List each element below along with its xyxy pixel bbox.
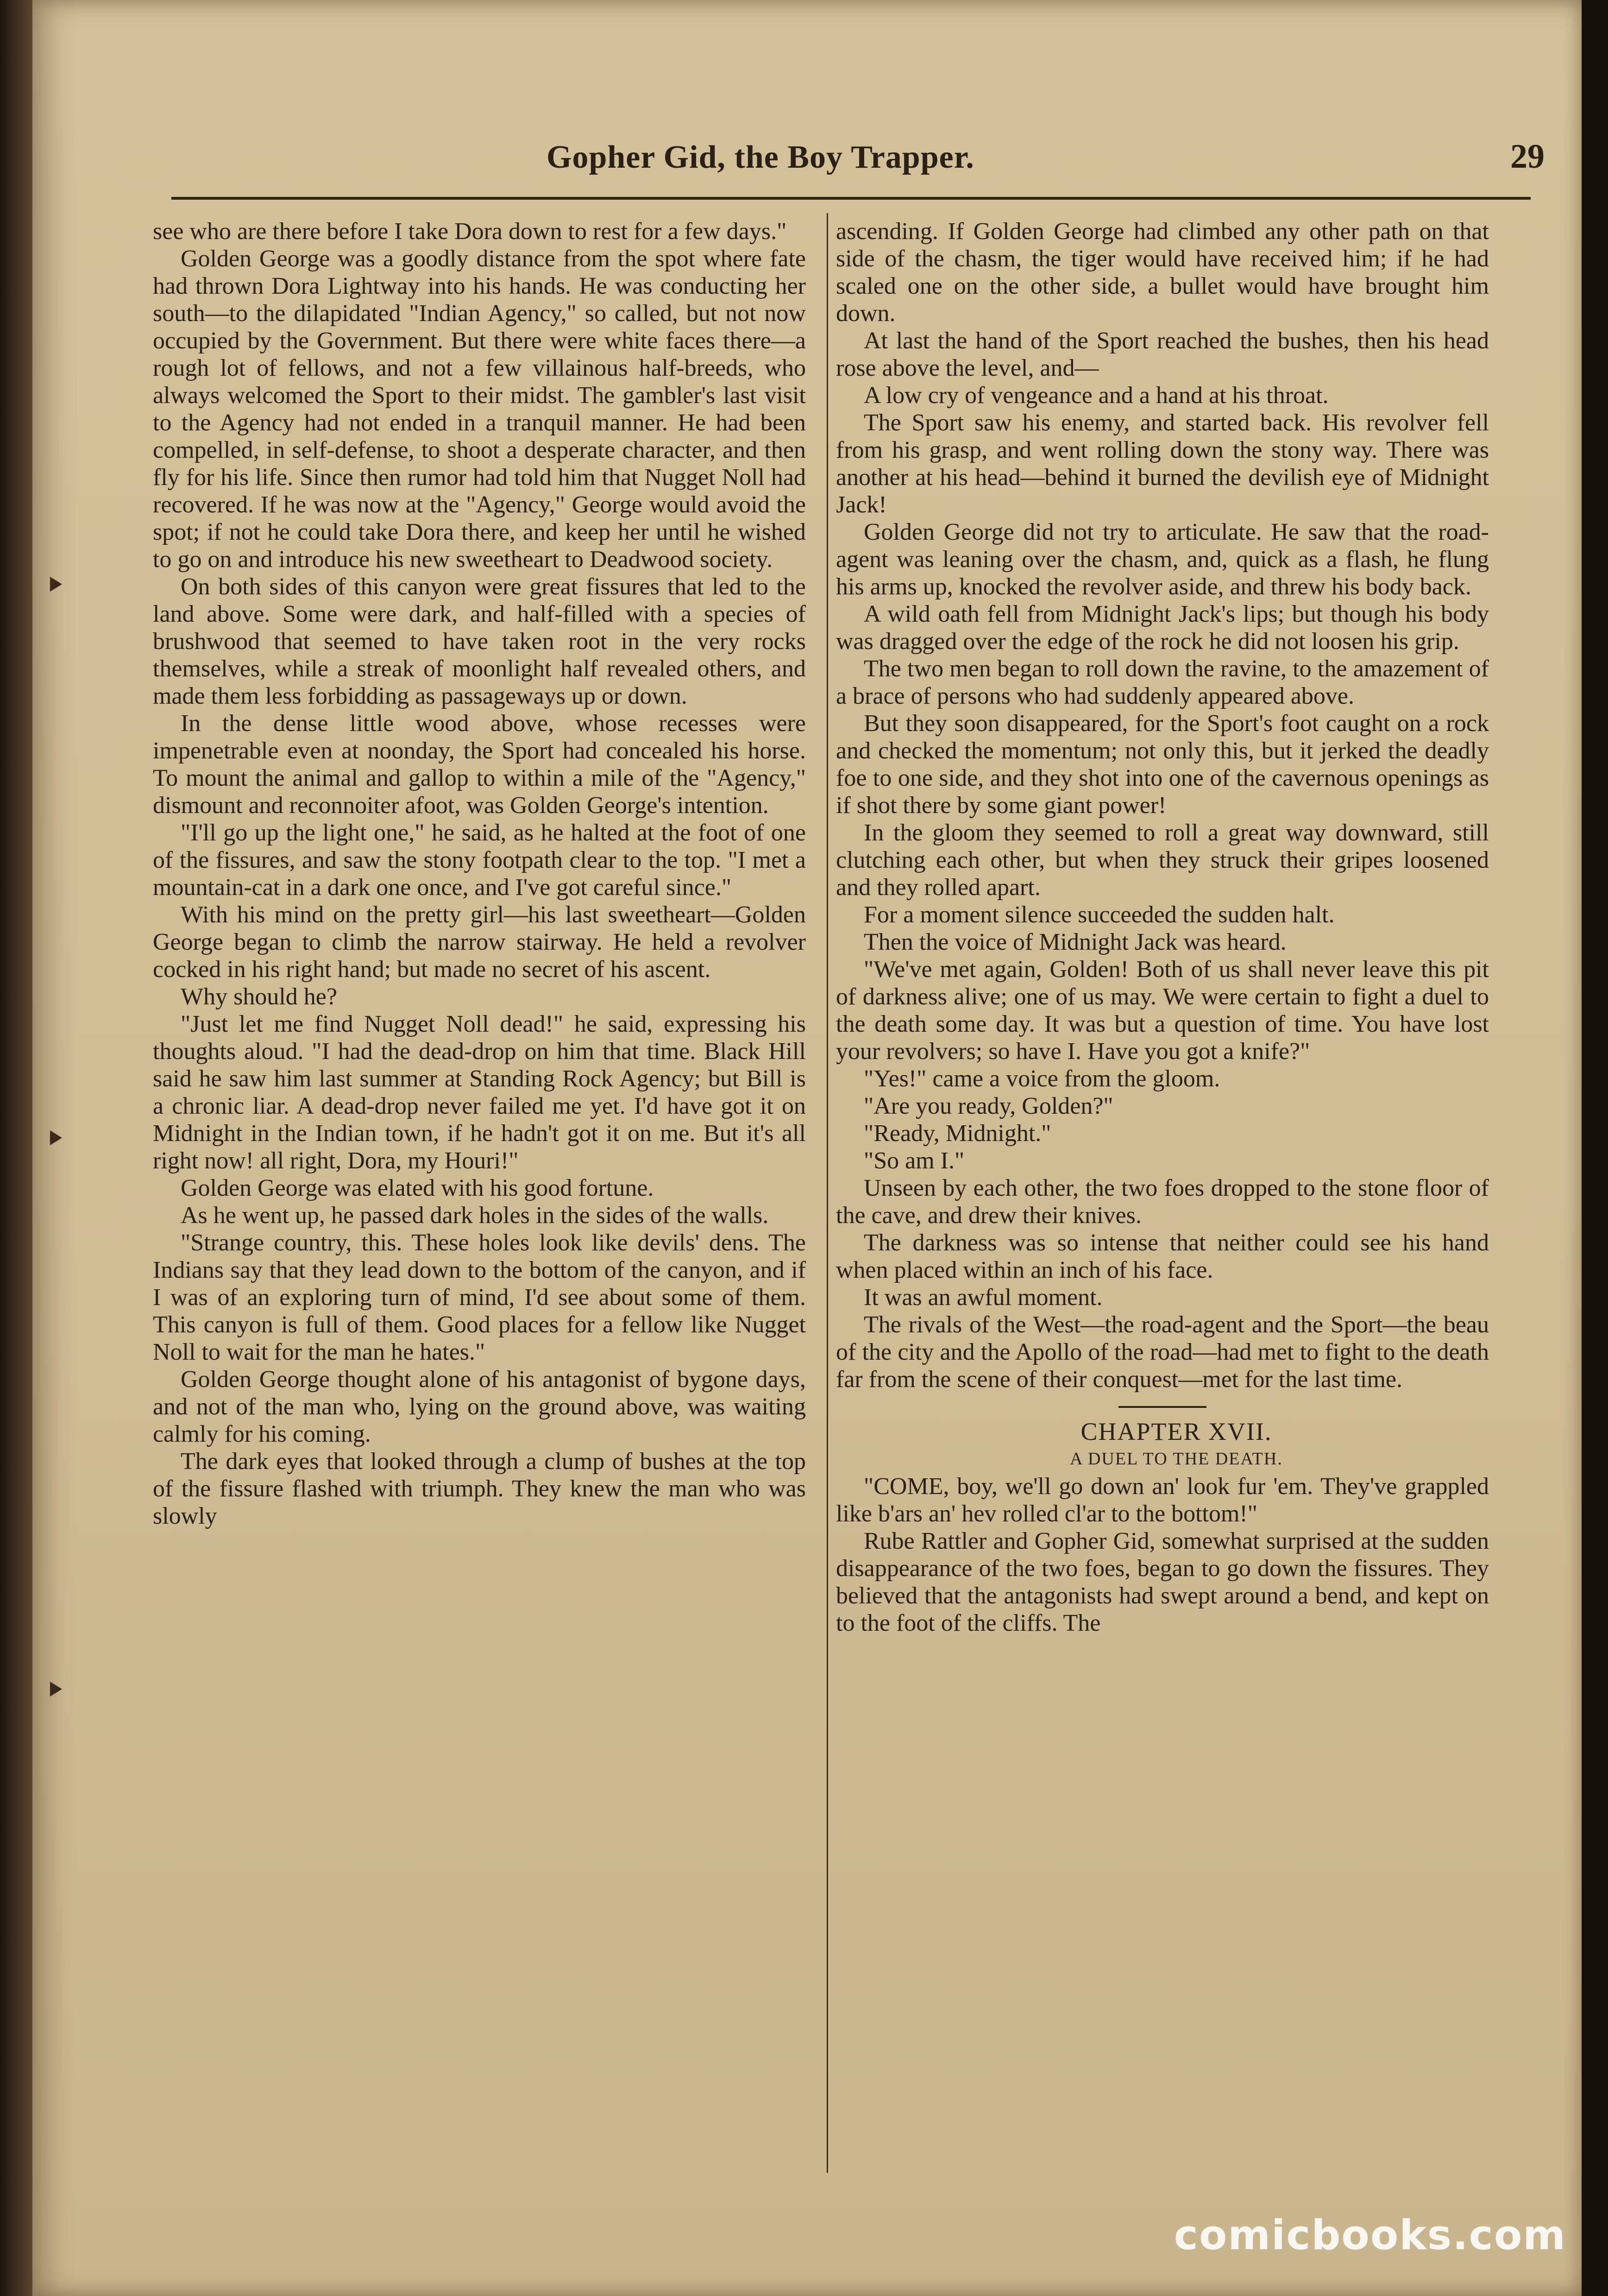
paragraph: Golden George was a goodly distance from the spot where fate had thrown Dora Lightway into his hands. He was conducting her south—to the dilapidated "Indian Agency," so called, but not now occupied by the Government. But there were white faces there—a rough lot of fellows, and not a few villainous half-breeds, who always welcomed the Sport to their midst. The gambler's last visit to the Agency had not ended in a tranquil manner. He had been compelled, in self-defense, to shoot a desperate character, and then fly for his life. Since then rumor had told him that Nugget Noll had recovered. If he was now at the "Agency," George would avoid the spot; if not he could take Dora there, and keep her until he wished to go on and introduce his new sweetheart to Deadwood society. [153,246,806,573]
paragraph: The rivals of the West—the road-agent and the Sport—the beau of the city and the Apollo of the road—had met to fight to the death far from the scene of their conquest—met for the last time. [836,1312,1489,1393]
site-watermark: comicbooks.com [1174,2211,1566,2259]
paragraph: "We've met again, Golden! Both of us shall never leave this pit of darkness alive; one of us may. We were certain to fight a duel to the death some day. It was but a question of time. You have lost your revolvers; so have I. Have you got a knife?" [836,956,1489,1065]
paragraph: "Ready, Midnight." [864,1120,1051,1147]
paragraph: "So am I." [864,1148,965,1174]
paragraph: On both sides of this canyon were great fissures that led to the land above. Some were dark, and half-filled with a species of brushwood that seemed to have taken root in the very rocks themselves, while a streak of moonlight half revealed others, and made them less forbidding as passageways up or down. [153,574,806,709]
binding-staple-mark [50,577,62,592]
paragraph: The dark eyes that looked through a clump of bushes at the top of the fissure flashed with triumph. They knew the man who was slowly [153,1448,806,1529]
paragraph: In the dense little wood above, whose recesses were impenetrable even at noonday, the Sport had concealed his horse. To mount the animal and gallop to within a mile of the "Agency," dismount and reconnoiter afoot, was Golden George's intention. [153,710,806,819]
binding-spine [0,0,32,2296]
paragraph: Rube Rattler and Gopher Gid, somewhat surprised at the sudden disappearance of the two foes, began to go down the fissures. They believed that the antagonists had swept around a bend, and kept on to the foot of the cliffs. The [836,1528,1489,1636]
paragraph: At last the hand of the Sport reached the bushes, then his head rose above the level, and— [836,328,1489,381]
column-divider [827,213,828,2173]
chapter-rule [1118,1406,1206,1408]
paragraph: see who are there before I take Dora down to rest for a few days." [153,218,787,245]
paragraph: "Just let me find Nugget Noll dead!" he said, expressing his thoughts aloud. "I had the dead-drop on him that time. Black Hill said he saw him last summer at Standing Rock Agency; but Bill is a chronic liar. A dead-drop never failed me yet. I'd have got it on Midnight in the Indian town, if he hadn't got it on me. But it's all right now! all right, Dora, my Houri!" [153,1011,806,1174]
paragraph: For a moment silence succeeded the sudden halt. [864,902,1335,928]
right-column [836,218,1489,1637]
paragraph: Golden George did not try to articulate. He saw that the road-agent was leaning over the chasm, and, quick as a flash, he flung his arms up, knocked the revolver aside, and threw his body back. [836,519,1489,600]
paragraph: The two men began to roll down the ravine, to the amazement of a brace of persons who had suddenly appeared above. [836,656,1489,709]
paragraph: "Are you ready, Golden?" [864,1093,1113,1119]
paragraph: ascending. If Golden George had climbed any other path on that side of the chasm, the tiger would have received him; if he had scaled one on the other side, a bullet would have brought him down. [836,218,1489,327]
paragraph: But they soon disappeared, for the Sport's foot caught on a rock and checked the momentum; not only this, but it jerked the deadly foe to one side, and they shot into one of the cavernous openings as if shot there by some giant power! [836,710,1489,819]
paragraph: In the gloom they seemed to roll a great way downward, still clutching each other, but when they struck their gripes loosened and they rolled apart. [836,820,1489,901]
paragraph: As he went up, he passed dark holes in the sides of the walls. [181,1202,769,1229]
paragraph: A low cry of vengeance and a hand at his throat. [864,382,1329,409]
chapter-title: CHAPTER XVII. [1080,1418,1272,1445]
page-number: 29 [1510,138,1545,176]
paragraph: "COME, boy, we'll go down an' look fur 'em. They've grappled like b'ars an' hev rolled cl'ar to the bottom!" [836,1473,1489,1527]
binding-staple-mark [50,1130,62,1145]
paragraph: Why should he? [181,984,337,1010]
paragraph: Golden George was elated with his good fortune. [181,1175,654,1201]
paragraph: "Strange country, this. These holes look like devils' dens. The Indians say that they lead down to the bottom of the canyon, and if I was of an exploring turn of mind, I'd see about some of them. This canyon is full of them. Good places for a fellow like Nugget Noll to wait for the man he hates." [153,1230,806,1365]
chapter-subtitle: A DUEL TO THE DEATH. [1070,1449,1283,1469]
header-rule [171,197,1531,200]
paragraph: The Sport saw his enemy, and started back. His revolver fell from his grasp, and went rolling down the stony way. There was another at his head—behind it burned the devilish eye of Midnight Jack! [836,410,1489,518]
book-page [32,0,1582,2296]
paragraph: Golden George thought alone of his antagonist of bygone days, and not of the man who, lying on the ground above, was waiting calmly for his coming. [153,1366,806,1447]
paragraph: With his mind on the pretty girl—his last sweetheart—Golden George began to climb the narrow stairway. He held a revolver cocked in his right hand; but made no secret of his ascent. [153,902,806,983]
running-title: Gopher Gid, the Boy Trapper. [546,139,974,175]
paragraph: "Yes!" came a voice from the gloom. [864,1066,1220,1092]
paragraph: Unseen by each other, the two foes dropped to the stone floor of the cave, and drew their knives. [836,1175,1489,1229]
paragraph: A wild oath fell from Midnight Jack's lips; but though his body was dragged over the edge of the rock he did not loosen his grip. [836,601,1489,655]
left-column [153,218,806,1530]
paragraph: It was an awful moment. [864,1284,1103,1311]
paragraph: Then the voice of Midnight Jack was heard. [864,929,1287,955]
binding-staple-mark [50,1682,62,1697]
paragraph: The darkness was so intense that neither could see his hand when placed within an inch of his face. [836,1230,1489,1283]
paragraph: "I'll go up the light one," he said, as he halted at the foot of one of the fissures, and saw the stony footpath clear to the top. "I met a mountain-cat in a dark one once, and I've got careful since." [153,820,806,901]
